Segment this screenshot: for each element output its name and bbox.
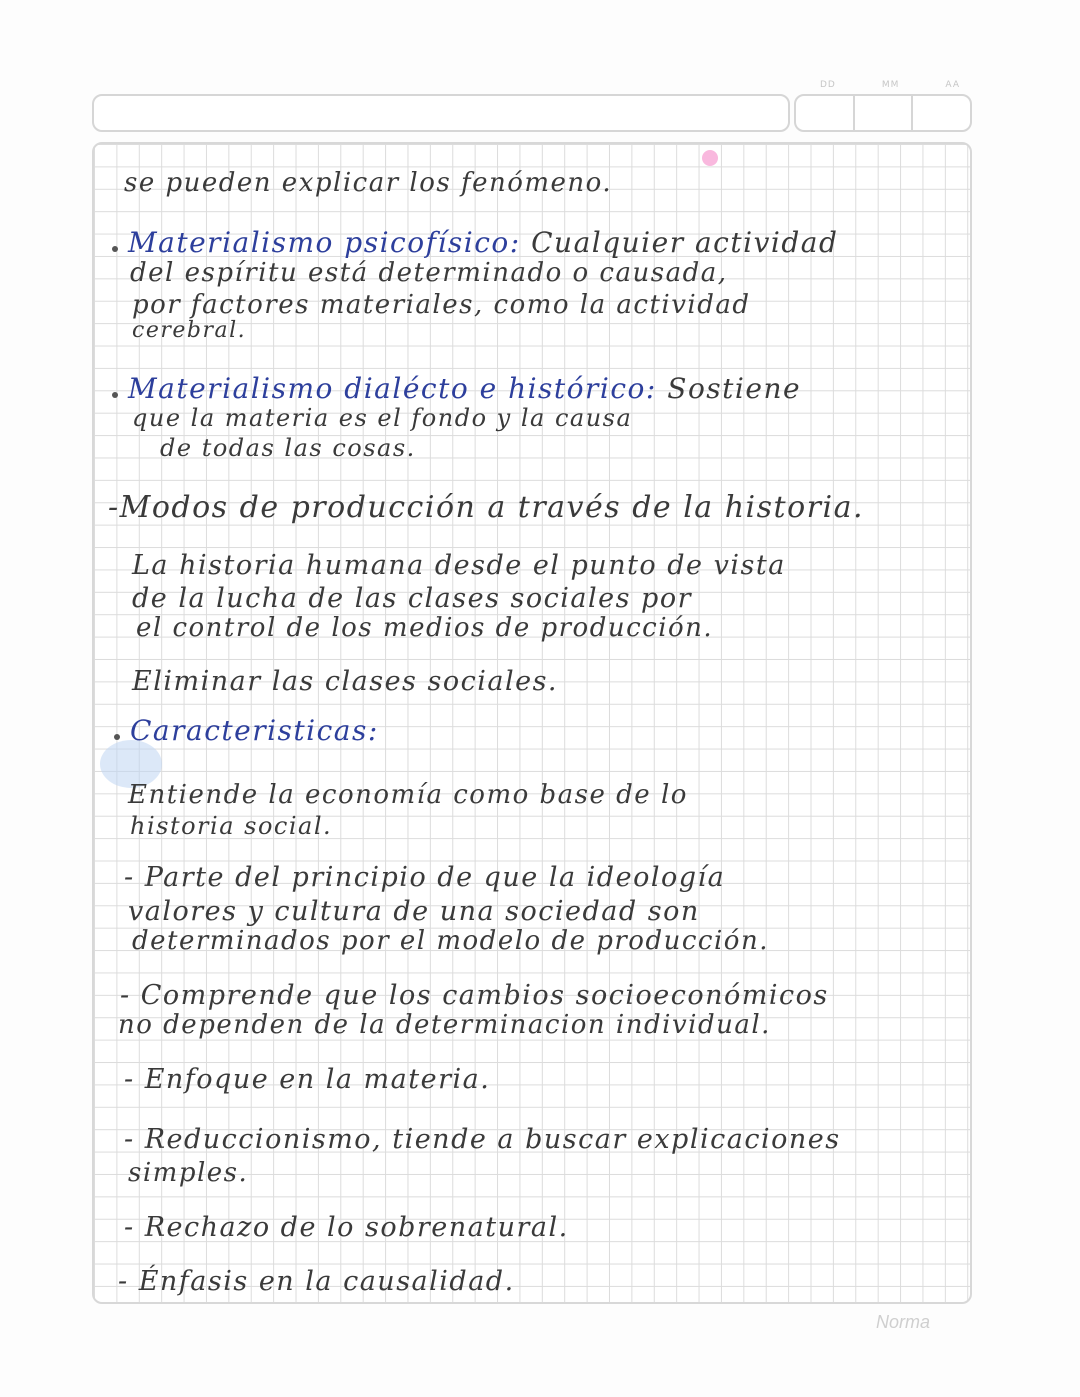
- note-line: determinados por el modelo de producción.: [132, 926, 769, 956]
- bullet-dot: [114, 734, 120, 740]
- note-line: -Modos de producción a través de la historia.: [108, 490, 864, 525]
- note-text: Sostiene: [656, 372, 802, 405]
- note-text: Cualquier actividad: [520, 226, 839, 259]
- date-label-day: DD: [820, 80, 836, 90]
- note-line: de todas las cosas.: [160, 434, 416, 462]
- bullet-dot: [112, 392, 118, 398]
- note-line: - Enfoque en la materia.: [124, 1064, 491, 1095]
- heading-materialismo-dialectico: Materialismo dialécto e histórico:: [128, 372, 657, 405]
- note-line: - Reduccionismo, tiende a buscar explicaciones: [124, 1124, 841, 1155]
- date-labels: [820, 80, 960, 94]
- bullet-dot: [112, 246, 118, 252]
- note-line: valores y cultura de una sociedad son: [128, 896, 700, 927]
- date-cell-month: [855, 96, 914, 130]
- note-line: - Comprende que los cambios socioeconómicos: [120, 980, 829, 1011]
- note-line: cerebral.: [132, 318, 247, 343]
- note-line: [128, 372, 801, 405]
- note-line: que la materia es el fondo y la causa: [132, 404, 633, 432]
- date-field: [794, 94, 972, 132]
- note-line: La historia humana desde el punto de vista: [132, 550, 786, 581]
- note-line: Entiende la economía como base de lo: [128, 780, 688, 810]
- date-cell-day: [796, 96, 855, 130]
- brand-logo: Norma: [876, 1312, 931, 1332]
- date-label-year: AA: [945, 80, 960, 90]
- heading-caracteristicas: Caracteristicas:: [130, 714, 379, 747]
- note-line: Eliminar las clases sociales.: [132, 666, 559, 697]
- pink-ink-mark: [702, 150, 718, 166]
- note-line: por factores materiales, como la actividad: [132, 290, 751, 320]
- heading-materialismo-psicofisico: Materialismo psicofísico:: [128, 226, 521, 259]
- date-label-month: MM: [881, 80, 900, 90]
- note-line: el control de los medios de producción.: [136, 613, 714, 643]
- note-line: no dependen de la determinacion individual.: [118, 1010, 771, 1040]
- note-line: de la lucha de las clases sociales por: [132, 583, 692, 614]
- note-line: - Énfasis en la causalidad.: [118, 1266, 515, 1297]
- date-cell-year: [913, 96, 970, 130]
- note-line: - Rechazo de lo sobrenatural.: [124, 1212, 569, 1243]
- note-line: historia social.: [130, 812, 333, 840]
- note-line: del espíritu está determinado o causada,: [130, 258, 728, 288]
- note-line: simples.: [128, 1158, 249, 1188]
- title-field: [92, 94, 790, 132]
- note-line: se pueden explicar los fenómeno.: [124, 168, 613, 198]
- note-line: - Parte del principio de que la ideología: [124, 862, 726, 893]
- note-line: [128, 226, 838, 259]
